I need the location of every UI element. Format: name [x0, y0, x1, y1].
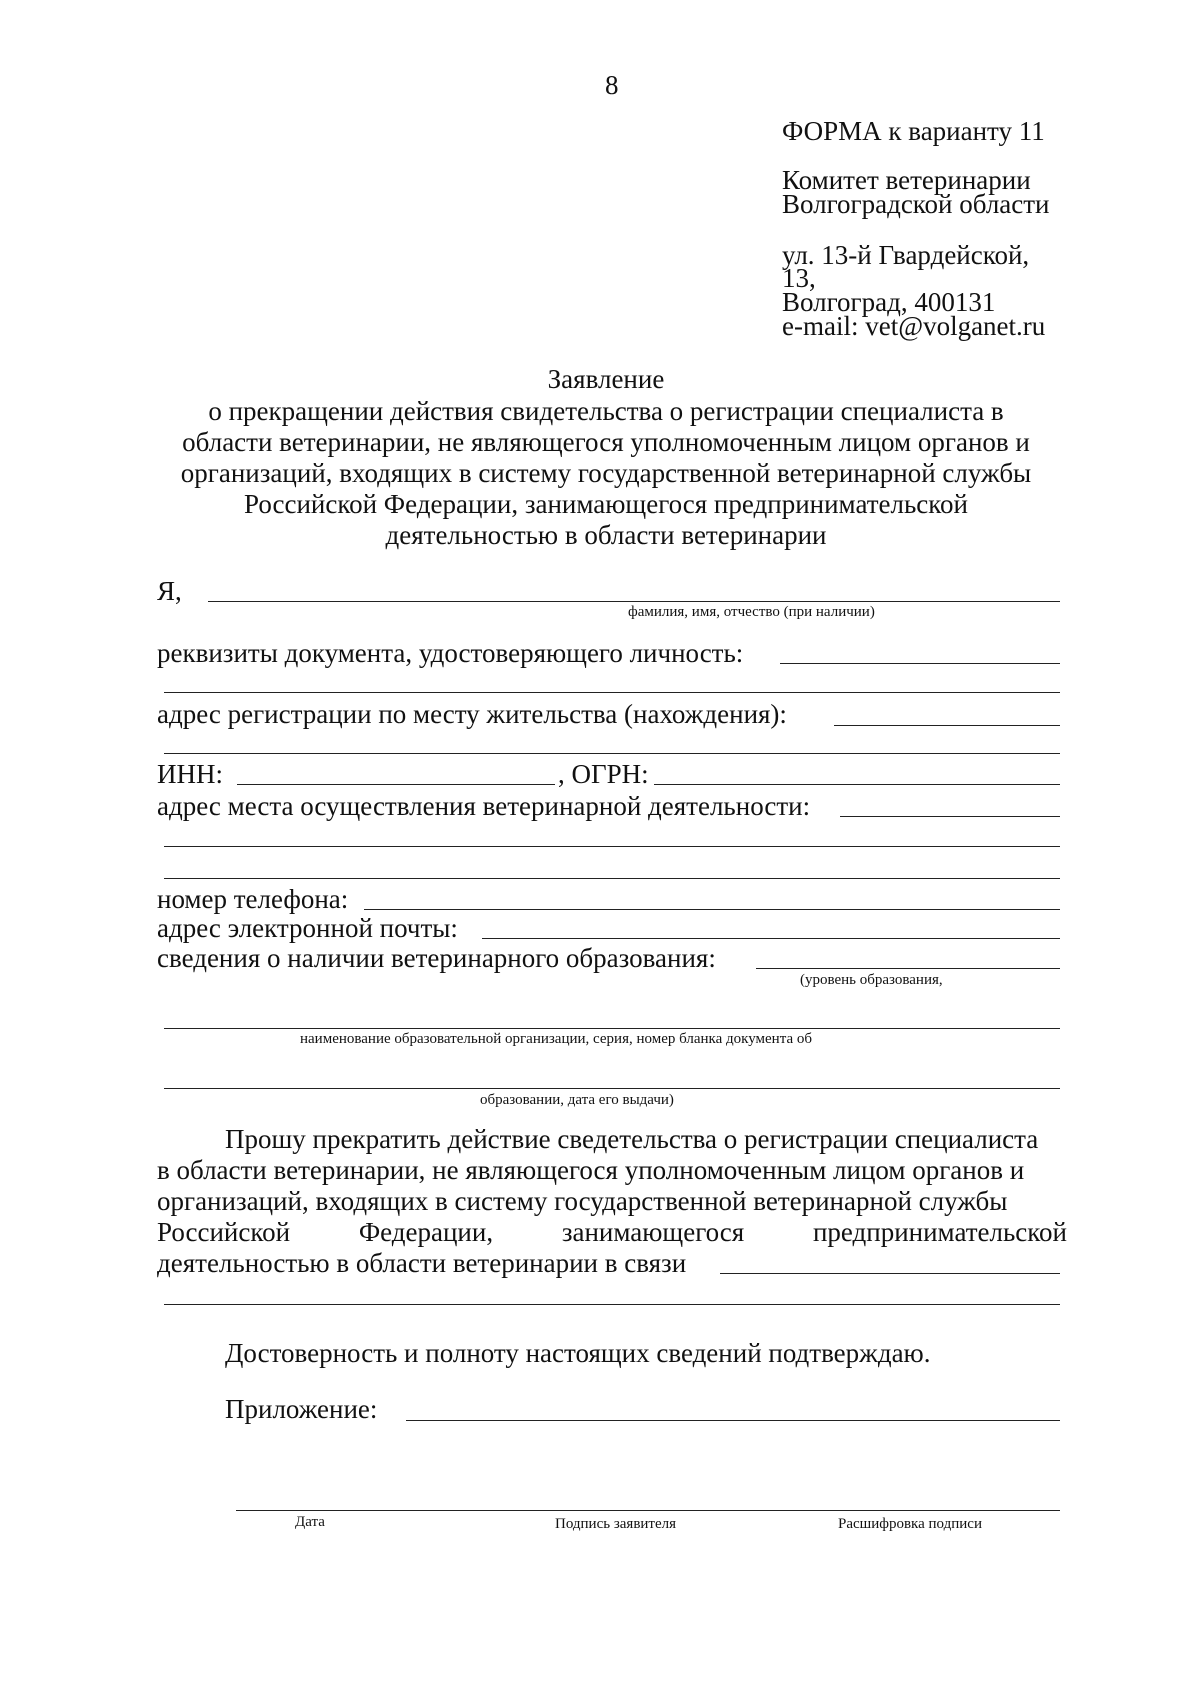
email-label: адрес электронной почты:: [157, 913, 458, 943]
id-doc-label: реквизиты документа, удостоверяющего личность:: [157, 638, 744, 668]
request-line: в области ветеринарии, не являющегося уполномоченным лицом органов и: [157, 1155, 1025, 1185]
recipient-line: Волгоградской области: [782, 189, 1050, 219]
page-number: 8: [605, 70, 619, 100]
reason-line[interactable]: [720, 1273, 1060, 1274]
request-word: Российской: [157, 1217, 291, 1247]
vet-addr-line[interactable]: [840, 816, 1060, 817]
education-hint: образовании, дата его выдачи): [480, 1092, 674, 1108]
id-doc-line[interactable]: [780, 663, 1060, 664]
request-line-justified: [157, 1219, 1067, 1246]
id-doc-line-2[interactable]: [164, 692, 1060, 693]
date-caption: Дата: [295, 1514, 325, 1530]
education-hint: (уровень образования,: [800, 972, 943, 988]
appendix-label: Приложение:: [225, 1394, 378, 1424]
reg-addr-line-2[interactable]: [164, 753, 1060, 754]
title-line: Российской Федерации, занимающегося предпринимательской: [244, 489, 968, 519]
sign-caption: Подпись заявителя: [555, 1516, 677, 1532]
title-line: области ветеринарии, не являющегося уполномоченным лицом органов и: [182, 427, 1030, 457]
title-heading: Заявление: [547, 364, 665, 394]
ya-label: Я,: [157, 576, 182, 606]
recipient-email: e-mail: vet@volganet.ru: [782, 311, 1046, 341]
request-line: деятельностью в области ветеринарии в связи: [157, 1248, 687, 1278]
inn-label: ИНН:: [157, 759, 223, 789]
request-word: Федерации,: [358, 1217, 494, 1247]
vet-addr-line-2[interactable]: [164, 846, 1060, 847]
fio-hint: фамилия, имя, отчество (при наличии): [628, 604, 875, 620]
inn-line[interactable]: [237, 784, 555, 785]
education-line[interactable]: [756, 968, 1060, 969]
title-line: деятельностью в области ветеринарии: [385, 520, 827, 550]
fio-line[interactable]: [208, 601, 1060, 602]
confirmation-text: Достоверность и полноту настоящих сведений подтверждаю.: [225, 1338, 931, 1368]
phone-line[interactable]: [364, 909, 1060, 910]
request-line: Прошу прекратить действие сведетельства о регистрации специалиста: [225, 1124, 1039, 1154]
request-line: организаций, входящих в систему государственной ветеринарной службы: [157, 1186, 1008, 1216]
vet-addr-label: адрес места осуществления ветеринарной деятельности:: [157, 791, 811, 821]
email-line[interactable]: [482, 938, 1060, 939]
ogrn-label: , ОГРН:: [558, 759, 649, 789]
reason-line-2[interactable]: [164, 1304, 1060, 1305]
form-label: ФОРМА к варианту 11: [782, 116, 1045, 146]
education-hint: наименование образовательной организации, серия, номер бланка документа об: [300, 1031, 812, 1047]
title-line: организаций, входящих в систему государственной ветеринарной службы: [180, 458, 1032, 488]
reg-addr-line[interactable]: [834, 725, 1060, 726]
phone-label: номер телефона:: [157, 884, 349, 914]
education-line-2[interactable]: [164, 1028, 1060, 1029]
ogrn-line[interactable]: [654, 784, 1060, 785]
appendix-line[interactable]: [406, 1420, 1060, 1421]
title-line: о прекращении действия свидетельства о регистрации специалиста в: [208, 396, 1004, 426]
signature-line[interactable]: [236, 1510, 1060, 1511]
recipient-address: 13,: [782, 263, 816, 293]
recipient-line: Комитет ветеринарии: [782, 165, 1031, 195]
vet-addr-line-3[interactable]: [164, 878, 1060, 879]
recipient-address: ул. 13-й Гвардейской,: [782, 240, 1030, 270]
education-line-3[interactable]: [164, 1088, 1060, 1089]
request-word: предпринимательской: [812, 1217, 1067, 1247]
decode-caption: Расшифровка подписи: [838, 1516, 982, 1532]
request-word: занимающегося: [561, 1217, 745, 1247]
education-label: сведения о наличии ветеринарного образования:: [157, 943, 716, 973]
reg-addr-label: адрес регистрации по месту жительства (нахождения):: [157, 699, 787, 729]
recipient-address: Волгоград, 400131: [782, 287, 996, 317]
